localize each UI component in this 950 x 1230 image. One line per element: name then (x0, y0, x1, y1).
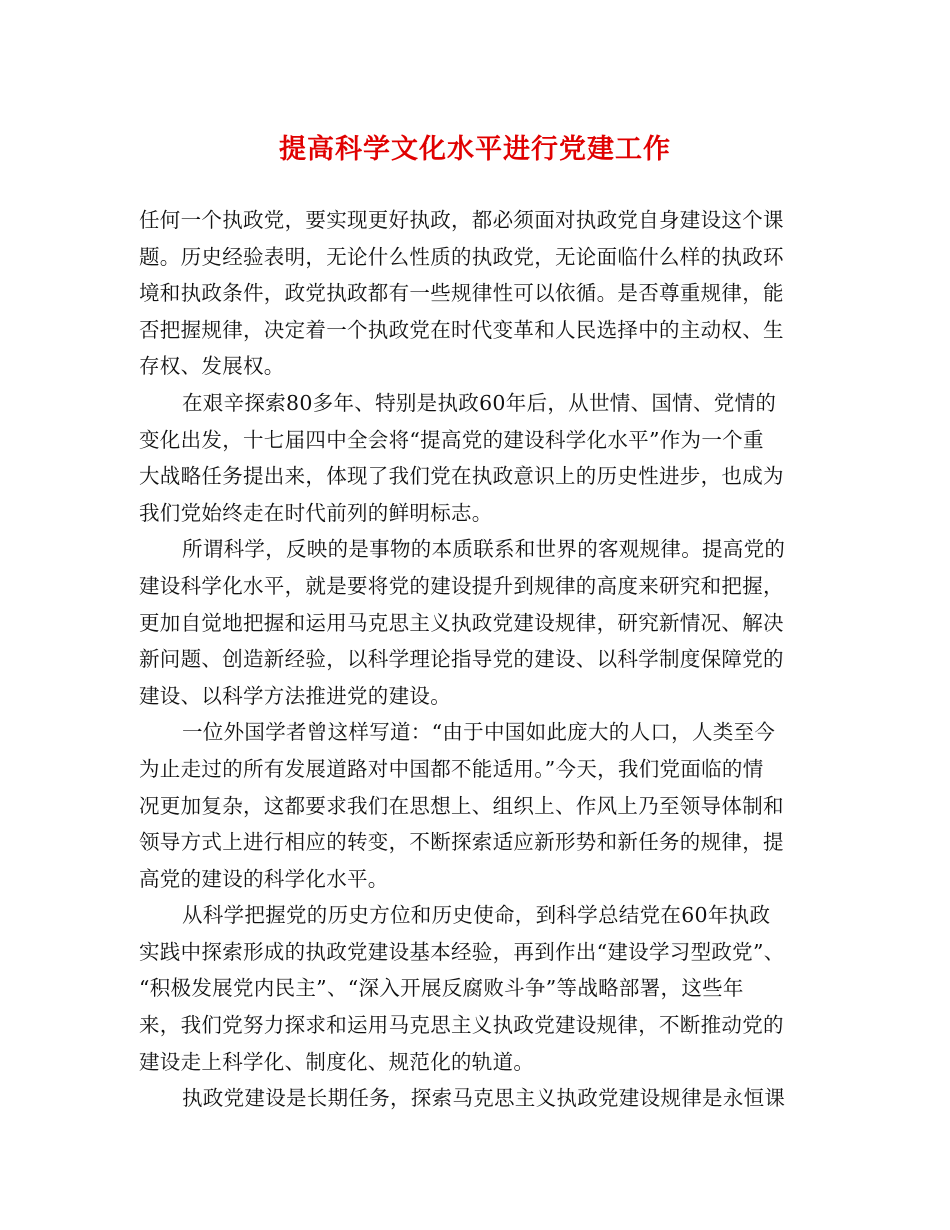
text-line: 为止走过的所有发展道路对中国都不能适用。”今天，我们党面临的情 (139, 756, 764, 781)
text-line: 题。历史经验表明，无论什么性质的执政党，无论面临什么样的执政环 (139, 244, 784, 269)
text-line: 境和执政条件，政党执政都有一些规律性可以依循。是否尊重规律，能 (139, 281, 784, 306)
text-line: 否把握规律，决定着一个执政党在时代变革和人民选择中的主动权、生 (139, 317, 784, 342)
text-line: 建设走上科学化、制度化、规范化的轨道。 (139, 1049, 535, 1074)
text-line: 建设科学化水平，就是要将党的建设提升到规律的高度来研究和把握， (139, 573, 784, 598)
text-line: 在艰辛探索80多年、特别是执政60年后，从世情、国情、党情的 (182, 390, 777, 415)
text-line: 高党的建设的科学化水平。 (139, 866, 389, 891)
text-line: 一位外国学者曾这样写道：“由于中国如此庞大的人口，人类至今 (182, 720, 776, 745)
text-line: 执政党建设是长期任务，探索马克思主义执政党建设规律是永恒课 (182, 1086, 786, 1111)
text-line: 存权、发展权。 (139, 354, 285, 379)
text-line: 实践中探索形成的执政党建设基本经验，再到作出“建设学习型政党”、 (139, 939, 785, 964)
document-body (139, 202, 819, 1117)
text-line: 大战略任务提出来，体现了我们党在执政意识上的历史性进步，也成为 (139, 464, 784, 489)
text-line: 我们党始终走在时代前列的鲜明标志。 (139, 500, 493, 525)
text-line: 更加自觉地把握和运用马克思主义执政党建设规律，研究新情况、解决 (139, 610, 784, 635)
text-line: 况更加复杂，这都要求我们在思想上、组织上、作风上乃至领导体制和 (139, 793, 784, 818)
document-title: 提高科学文化水平进行党建工作 (279, 134, 671, 165)
text-line: 领导方式上进行相应的转变，不断探索适应新形势和新任务的规律，提 (139, 830, 784, 855)
text-line: “积极发展党内民主”、“深入开展反腐败斗争”等战略部署，这些年 (139, 976, 744, 1001)
text-line: 来，我们党努力探求和运用马克思主义执政党建设规律，不断推动党的 (139, 1013, 784, 1038)
text-line: 任何一个执政党，要实现更好执政，都必须面对执政党自身建设这个课 (139, 208, 784, 232)
text-line: 建设、以科学方法推进党的建设。 (139, 683, 451, 708)
text-line: 所谓科学，反映的是事物的本质联系和世界的客观规律。提高党的 (182, 537, 786, 562)
text-line: 变化出发，十七届四中全会将“提高党的建设科学化水平”作为一个重 (139, 427, 764, 452)
text-line: 从科学把握党的历史方位和历史使命，到科学总结党在60年执政 (182, 903, 771, 928)
text-line: 新问题、创造新经验，以科学理论指导党的建设、以科学制度保障党的 (139, 647, 784, 672)
